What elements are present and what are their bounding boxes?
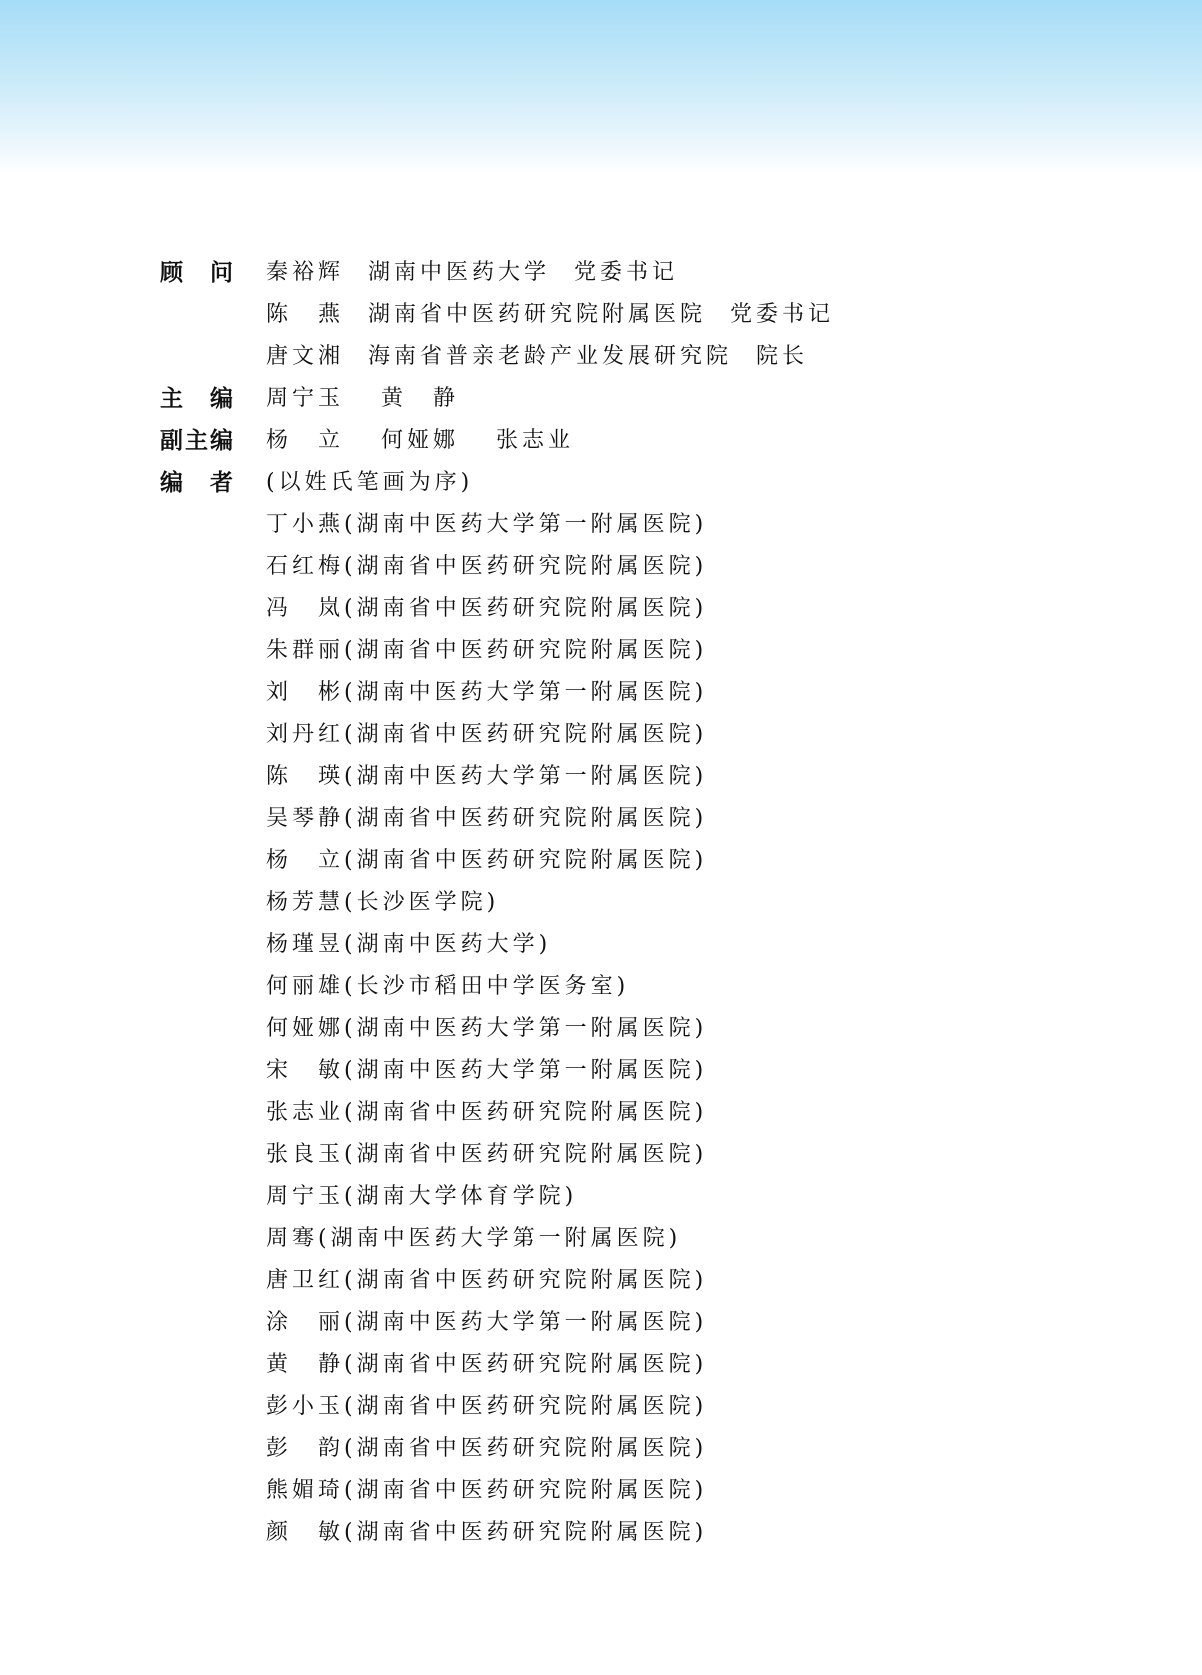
editor-entry [0, 924, 1202, 966]
editor-entry-text: 黄 静(湖南省中医药研究院附属医院) [266, 1352, 708, 1377]
advisor-row [0, 336, 1202, 378]
editor-entry-text: 刘丹红(湖南省中医药研究院附属医院) [266, 722, 708, 747]
editor-entry-text: 陈 瑛(湖南中医药大学第一附属医院) [266, 764, 708, 789]
advisor-name: 秦裕辉 [266, 260, 345, 285]
editor-entry [0, 1470, 1202, 1512]
editor-entry-text: 杨 立(湖南省中医药研究院附属医院) [266, 848, 708, 873]
editor-entry [0, 1176, 1202, 1218]
advisor-entry [266, 252, 678, 294]
editor-entry-text: 颜 敏(湖南省中医药研究院附属医院) [266, 1520, 708, 1545]
advisor-role: 党委书记 [574, 260, 679, 285]
advisor-role: 院长 [756, 344, 809, 369]
editor-entry [0, 588, 1202, 630]
editor-entry-text: 朱群丽(湖南省中医药研究院附属医院) [266, 638, 708, 663]
editor-entry [0, 1218, 1202, 1260]
editor-entry [0, 1134, 1202, 1176]
chief-editor-row [0, 378, 1202, 420]
editor-entry-text: 宋 敏(湖南中医药大学第一附属医院) [266, 1058, 708, 1083]
advisor-role: 党委书记 [730, 302, 835, 327]
deputy-editor-label: 副主编 [160, 428, 235, 454]
editor-entry [0, 714, 1202, 756]
editor-entry-text: 熊媚琦(湖南省中医药研究院附属医院) [266, 1478, 708, 1503]
chief-editor-names: 周宁玉 黄 静 [266, 386, 459, 411]
editor-entry [0, 966, 1202, 1008]
editor-entry [0, 1302, 1202, 1344]
editor-entry-text: 涂 丽(湖南中医药大学第一附属医院) [266, 1310, 708, 1335]
editor-entry [0, 1428, 1202, 1470]
editor-entry [0, 882, 1202, 924]
deputy-editor-names: 杨 立 何娅娜 张志业 [266, 428, 574, 453]
advisor-name: 唐文湘 [266, 344, 345, 369]
editor-entry [0, 672, 1202, 714]
advisor-name: 陈 燕 [266, 302, 345, 327]
editor-entry-text: 张良玉(湖南省中医药研究院附属医院) [266, 1142, 708, 1167]
header-gradient-band [0, 0, 1202, 175]
editor-entry-text: 彭 韵(湖南省中医药研究院附属医院) [266, 1436, 708, 1461]
editor-entry-text: 吴琴静(湖南省中医药研究院附属医院) [266, 806, 708, 831]
editor-entry [0, 1092, 1202, 1134]
editor-entry-text: 唐卫红(湖南省中医药研究院附属医院) [266, 1268, 708, 1293]
editor-entry [0, 1386, 1202, 1428]
editor-entry-text: 石红梅(湖南省中医药研究院附属医院) [266, 554, 708, 579]
editor-entry [0, 756, 1202, 798]
editors-header-row [0, 462, 1202, 504]
editor-entry [0, 1008, 1202, 1050]
editor-entry-text: 杨芳慧(长沙医学院) [266, 890, 500, 915]
editors-note: (以姓氏笔画为序) [266, 470, 474, 495]
editor-entry-text: 周宁玉(湖南大学体育学院) [266, 1184, 578, 1209]
editor-entry [0, 798, 1202, 840]
editor-entry [0, 630, 1202, 672]
editor-entry-text: 何丽雄(长沙市稻田中学医务室) [266, 974, 630, 999]
editor-entry [0, 840, 1202, 882]
editor-entry-text: 刘 彬(湖南中医药大学第一附属医院) [266, 680, 708, 705]
deputy-editor-row [0, 420, 1202, 462]
advisor-row [0, 252, 1202, 294]
editor-entry-text: 彭小玉(湖南省中医药研究院附属医院) [266, 1394, 708, 1419]
editor-entry-text: 周骞(湖南中医药大学第一附属医院) [266, 1226, 682, 1251]
chief-editor-label: 主 编 [160, 386, 235, 412]
editor-entry [0, 1344, 1202, 1386]
advisors-label: 顾 问 [160, 260, 235, 286]
advisor-row [0, 294, 1202, 336]
editor-entry [0, 1512, 1202, 1554]
editor-entry-text: 杨瑾昱(湖南中医药大学) [266, 932, 552, 957]
editor-entry-text: 丁小燕(湖南中医药大学第一附属医院) [266, 512, 708, 537]
editor-entry-text: 何娅娜(湖南中医药大学第一附属医院) [266, 1016, 708, 1041]
advisor-org: 海南省普亲老龄产业发展研究院 [368, 344, 733, 369]
advisor-org: 湖南中医药大学 [368, 260, 551, 285]
editor-entry [0, 1050, 1202, 1092]
editors-label: 编 者 [160, 470, 235, 496]
advisor-org: 湖南省中医药研究院附属医院 [368, 302, 707, 327]
advisor-entry [266, 294, 834, 336]
editor-entry [0, 504, 1202, 546]
editor-entry-text: 冯 岚(湖南省中医药研究院附属医院) [266, 596, 708, 621]
advisor-entry [266, 336, 808, 378]
editor-entry-text: 张志业(湖南省中医药研究院附属医院) [266, 1100, 708, 1125]
editor-entry [0, 546, 1202, 588]
editorial-board-list [0, 252, 1202, 1554]
editor-entry [0, 1260, 1202, 1302]
